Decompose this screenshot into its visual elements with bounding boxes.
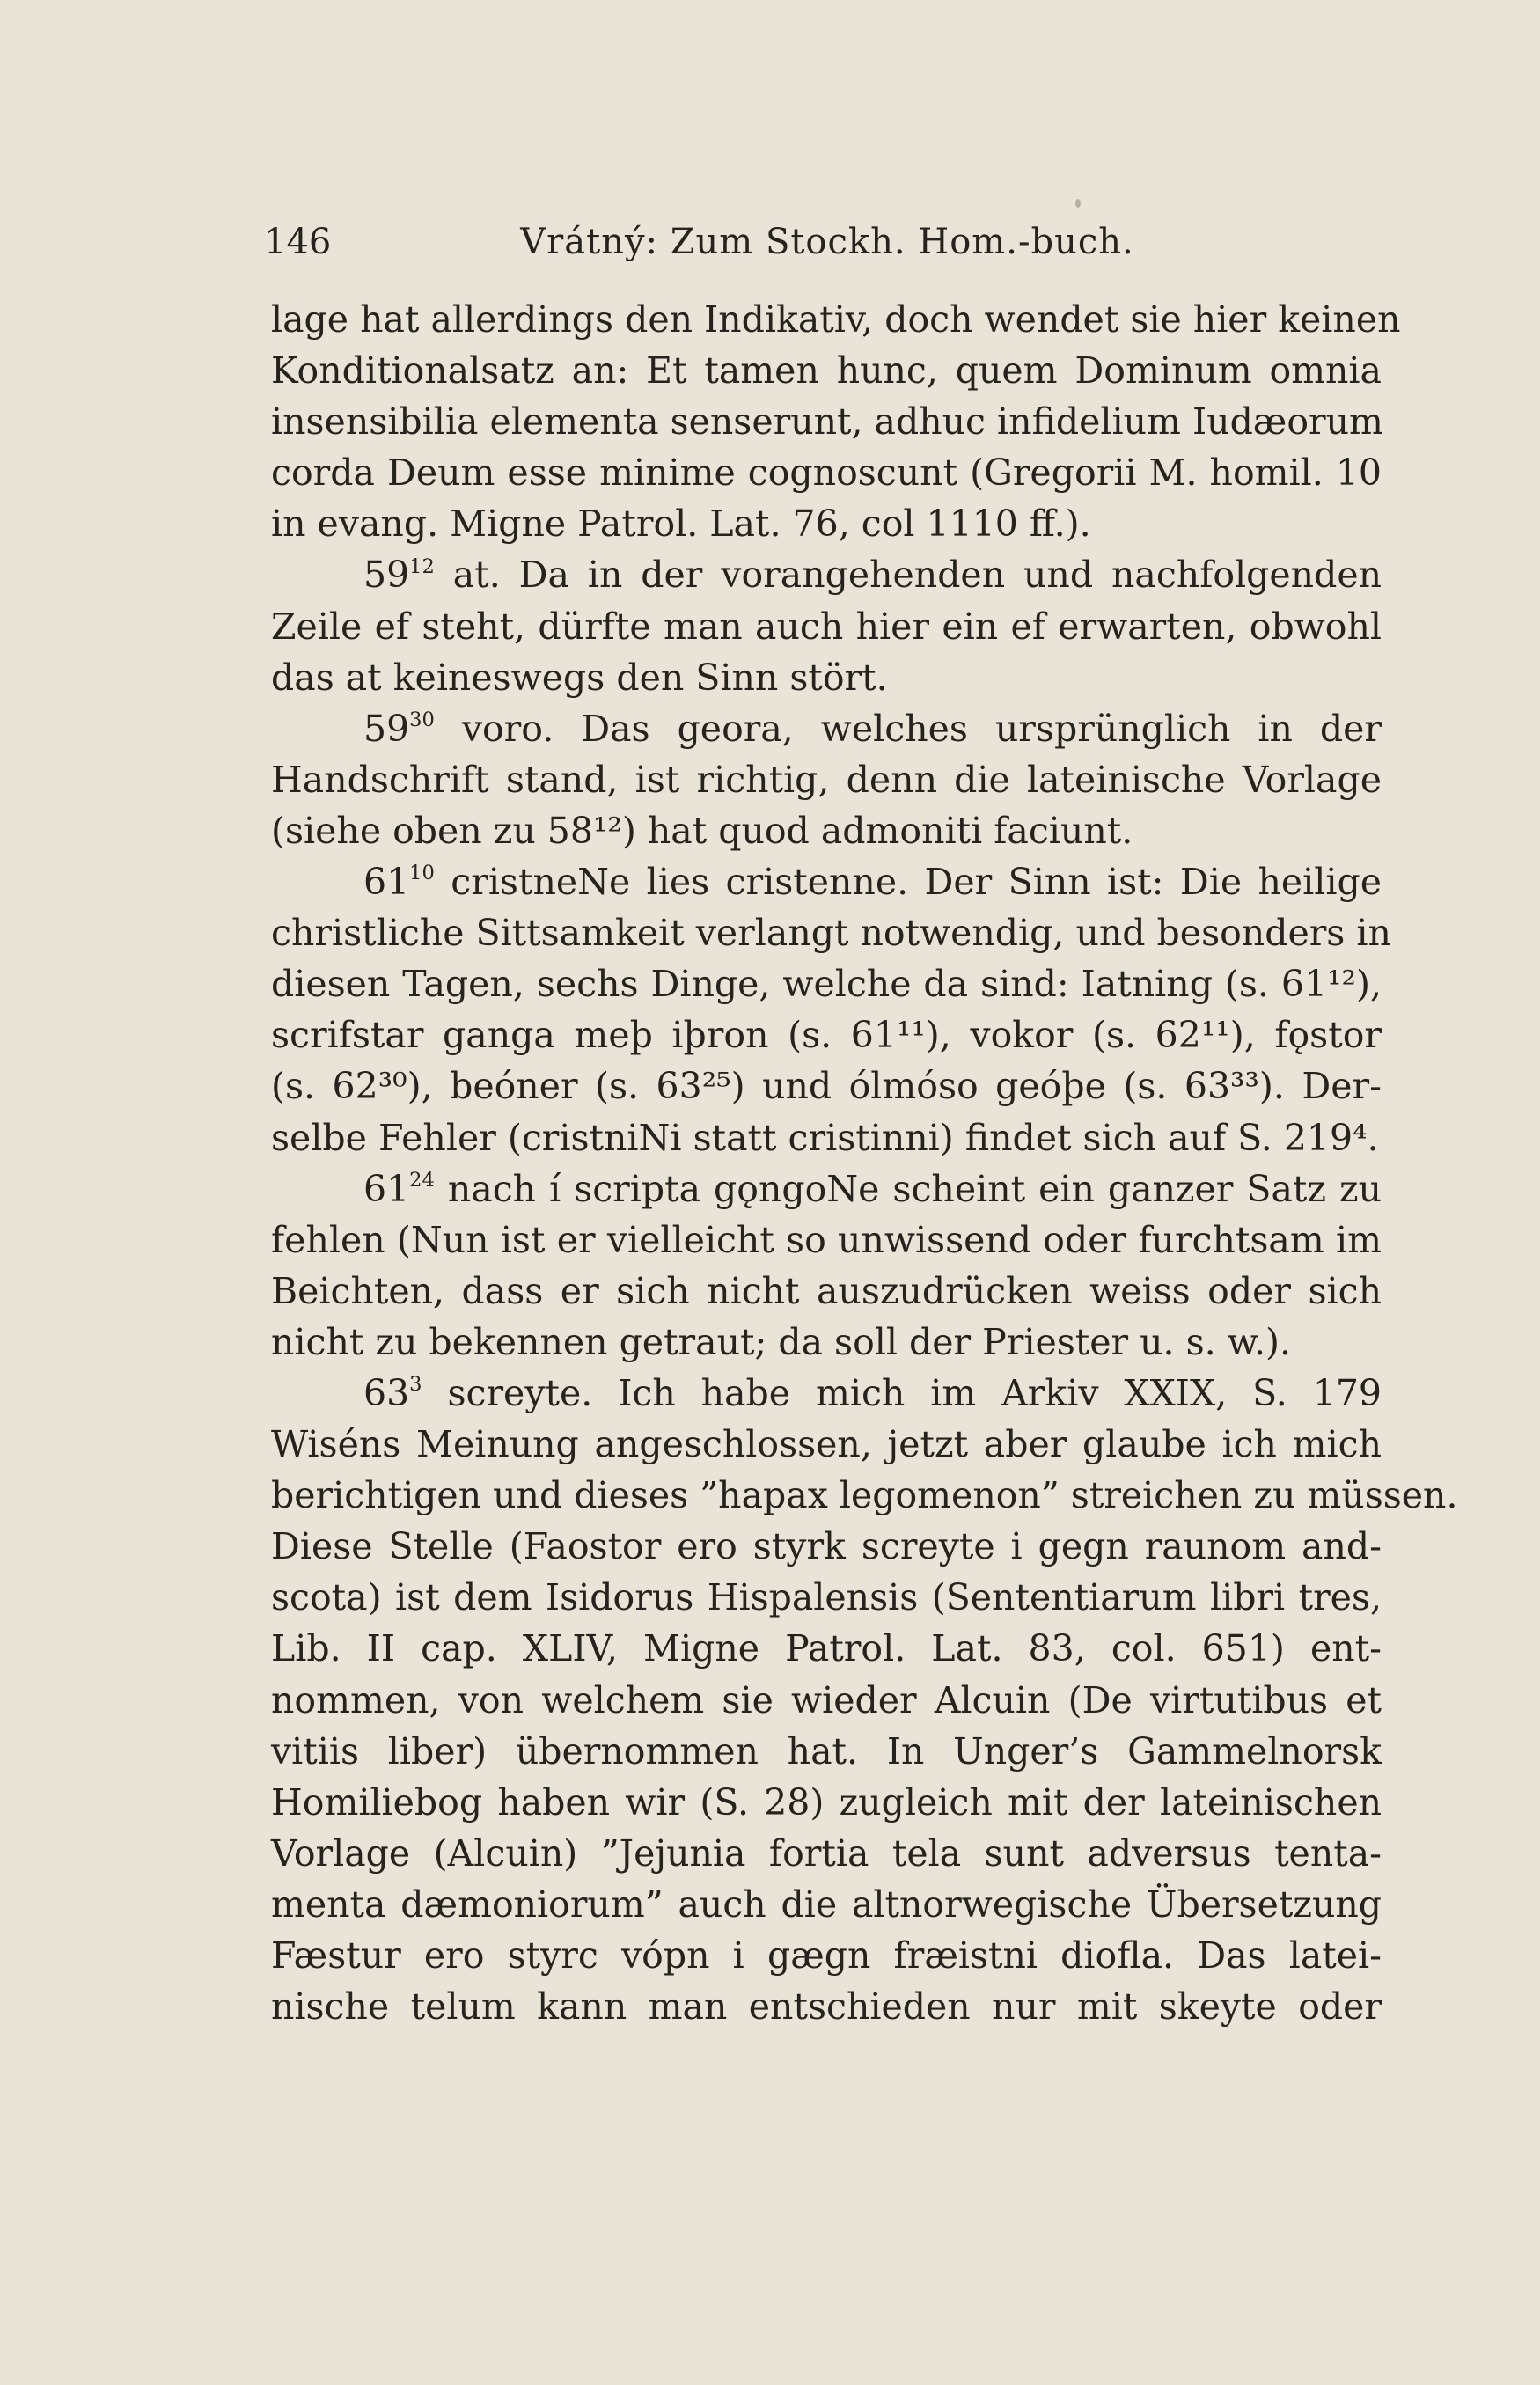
text-line: menta dæmoniorum” auch die altnorwegische Übersetzung xyxy=(271,1882,1382,1926)
text-line: $61^{10}$ cristneNe lies cristenne. Der Sinn ist: Die heilige xyxy=(363,861,1382,904)
text-line: nommen, von welchem sie wieder Alcuin (De virtutibus et xyxy=(271,1678,1382,1721)
reference-superscript: 12 xyxy=(409,554,435,578)
text-line: $59^{30}$ voro. Das geora, welches ursprünglich in der xyxy=(363,707,1382,750)
text-line: (siehe oben zu 58¹²) hat quod admoniti faciunt. xyxy=(271,809,1133,852)
running-title: Vrátný: Zum Stockh. Hom.-buch. xyxy=(520,222,1134,262)
reference-number: 61 xyxy=(363,1167,410,1210)
text-line: Zeile ef steht, dürfte man auch hier ein ef erwarten, obwohl xyxy=(271,605,1382,648)
text-line: fehlen (Nun ist er vielleicht so unwissend oder furchtsam im xyxy=(271,1218,1382,1261)
paragraph xyxy=(271,856,1391,1163)
text-line: Vorlage (Alcuin) ”Jejunia fortia tela sunt adversus tenta- xyxy=(271,1831,1382,1875)
text-line: $59^{12}$ at. Da in der vorangehenden und nachfolgenden xyxy=(363,554,1382,597)
text-line: corda Deum esse minime cognoscunt (Gregorii M. homil. 10 xyxy=(271,451,1382,495)
reference-superscript: 24 xyxy=(409,1168,435,1192)
text-line: scota) ist dem Isidorus Hispalensis (Sententiarum libri tres, xyxy=(271,1576,1382,1619)
reference-number: 59 xyxy=(363,554,410,597)
paragraph xyxy=(271,1163,1382,1368)
text-line: Lib. II cap. XLIV, Migne Patrol. Lat. 83, col. 651) ent- xyxy=(271,1627,1382,1670)
page-header xyxy=(264,222,1390,275)
text-line: in evang. Migne Patrol. Lat. 76, col 1110 ff.). xyxy=(271,503,1091,546)
body-text xyxy=(271,294,1458,2032)
ink-speck xyxy=(1075,199,1081,208)
paragraph xyxy=(271,1368,1458,2032)
text-line: $61^{24}$ nach í scripta gǫngoNe scheint ein ganzer Satz zu xyxy=(363,1167,1382,1210)
text-line: das at keineswegs den Sinn stört. xyxy=(271,656,888,699)
text-line: (s. 62³⁰), beóner (s. 63²⁵) und ólmóso geóþe (s. 63³³). Der- xyxy=(271,1065,1382,1108)
reference-superscript: 30 xyxy=(409,708,435,731)
text-line: Handschrift stand, ist richtig, denn die lateinische Vorlage xyxy=(271,758,1382,801)
text-line: berichtigen und dieses ”hapax legomenon” streichen zu müssen. xyxy=(271,1474,1458,1517)
text-line: insensibilia elementa senserunt, adhuc infidelium Iudæorum xyxy=(271,400,1383,444)
text-line: Diese Stelle (Faostor ero styrk screyte i gegn raunom and- xyxy=(271,1525,1382,1568)
paragraph xyxy=(271,549,1382,702)
text-line: Beichten, dass er sich nicht auszudrücken weiss oder sich xyxy=(271,1269,1382,1312)
paragraph xyxy=(271,294,1401,549)
text-line: Wiséns Meinung angeschlossen, jetzt aber glaube ich mich xyxy=(271,1423,1382,1466)
reference-number: 59 xyxy=(363,707,410,750)
paragraph xyxy=(271,703,1382,856)
reference-number: 63 xyxy=(363,1371,410,1414)
text-line: vitiis liber) übernommen hat. In Unger’s Gammelnorsk xyxy=(271,1729,1382,1772)
reference-number: 61 xyxy=(363,861,410,904)
text-line: Fæstur ero styrc vópn i gægn fræistni diofla. Das latei- xyxy=(271,1934,1382,1977)
text-line: nicht zu bekennen getraut; da soll der Priester u. s. w.). xyxy=(271,1320,1292,1363)
page-number: 146 xyxy=(264,222,332,262)
text-line: $63^3$ screyte. Ich habe mich im Arkiv XXIX, S. 179 xyxy=(363,1371,1382,1414)
reference-superscript: 10 xyxy=(409,862,435,885)
text-line: scrifstar ganga meþ iþron (s. 61¹¹), vokor (s. 62¹¹), fǫstor xyxy=(271,1014,1382,1057)
text-line: selbe Fehler (cristniNi statt cristinni) findet sich auf S. 219⁴. xyxy=(271,1116,1379,1159)
text-line: Homiliebog haben wir (S. 28) zugleich mit der lateinischen xyxy=(271,1780,1382,1824)
text-line: Konditionalsatz an: Et tamen hunc, quem Dominum omnia xyxy=(271,349,1382,393)
text-line: christliche Sittsamkeit verlangt notwendig, und besonders in xyxy=(271,912,1391,955)
text-line: diesen Tagen, sechs Dinge, welche da sind: Iatning (s. 61¹²), xyxy=(271,963,1382,1006)
reference-superscript: 3 xyxy=(409,1373,422,1397)
text-line: nische telum kann man entschieden nur mit skeyte oder xyxy=(271,1985,1382,2029)
text-line: lage hat allerdings den Indikativ, doch wendet sie hier keinen xyxy=(271,298,1401,341)
